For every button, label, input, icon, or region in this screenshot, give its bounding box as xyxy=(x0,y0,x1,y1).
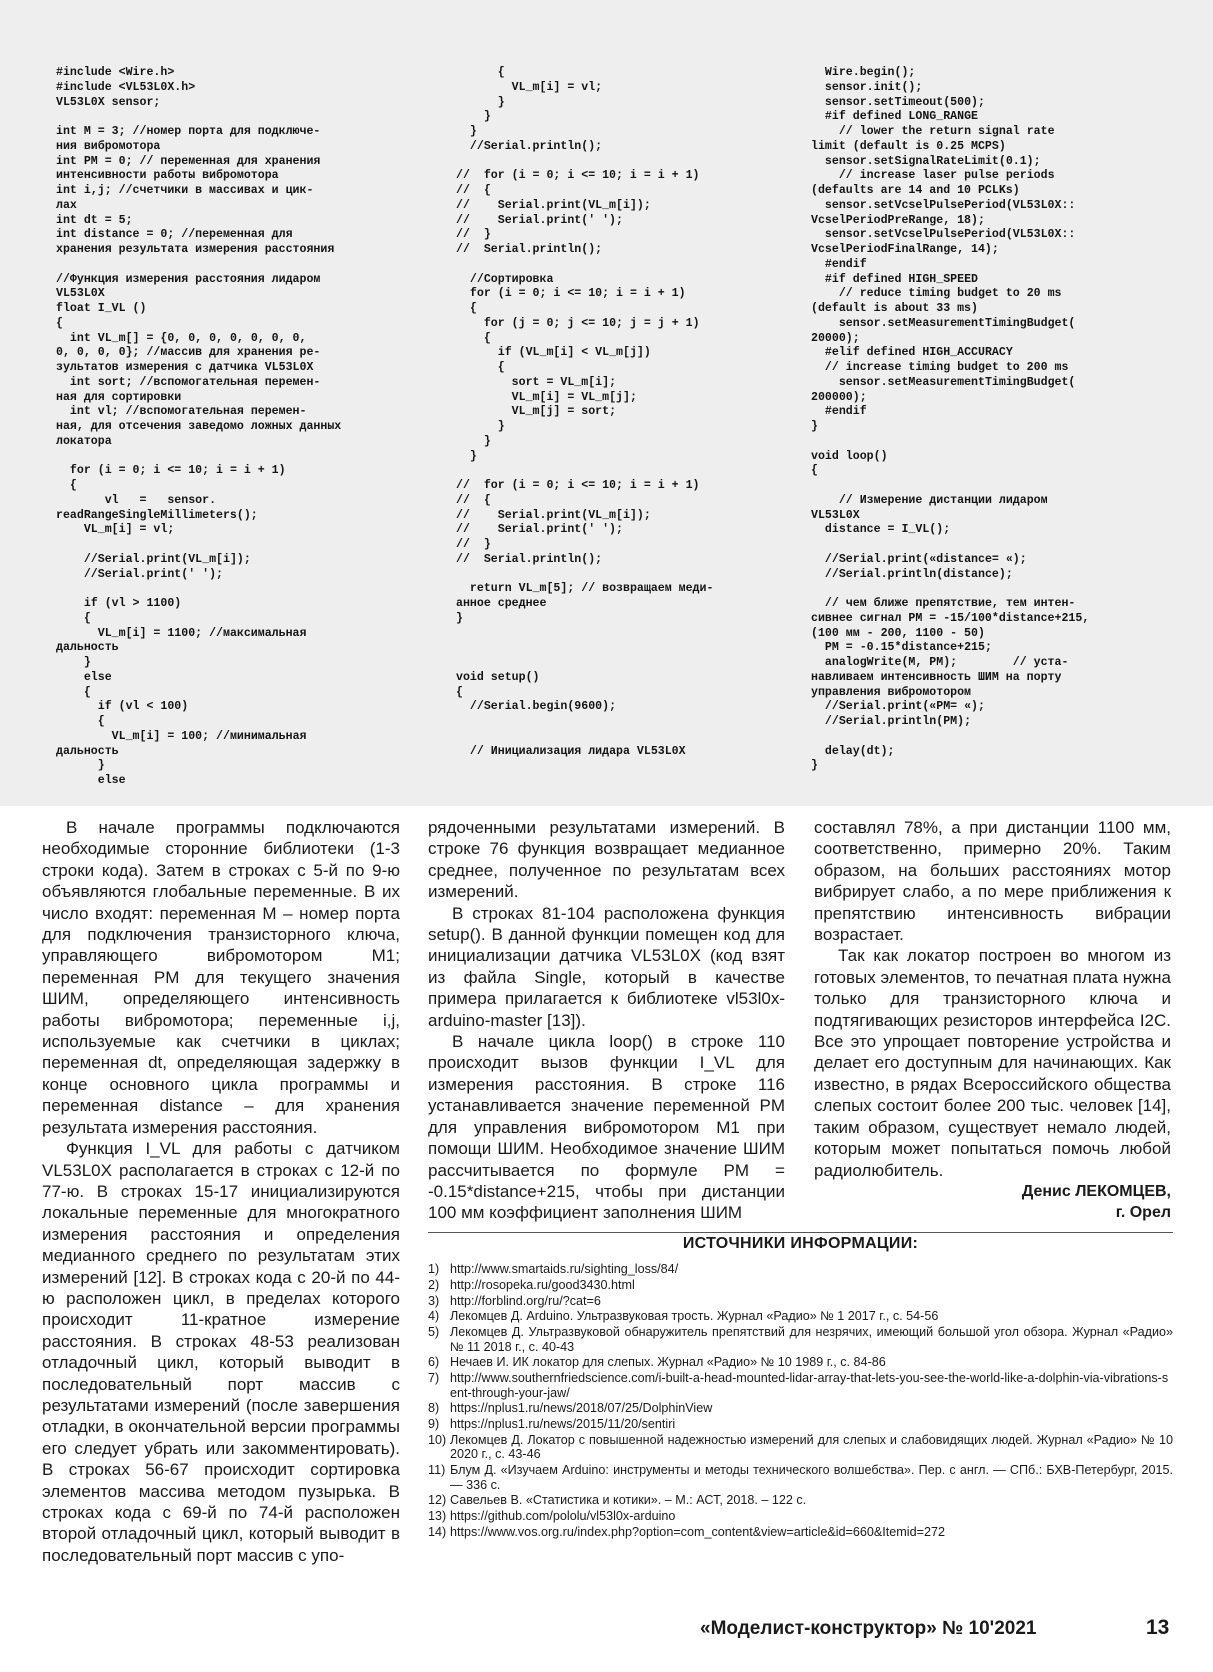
source-item xyxy=(428,1463,1173,1492)
source-number: 14) xyxy=(428,1524,447,1539)
source-text: https://github.com/pololu/vl53l0x-arduino xyxy=(450,1509,676,1524)
source-item xyxy=(428,1401,1173,1415)
source-text: Лекомцев Д. Ультразвуковой обнаружитель препятствий для незрячих, имеющий большой угол обзора. Журнал «Радио» № 11 2018 г., с. 40-43 xyxy=(450,1325,1173,1354)
article-column-3 xyxy=(814,817,1171,1223)
paragraph: В строках 81-104 расположена функция setup(). В данной функции помещен код для инициализации датчика VL53L0X (код взят из файла Single, который в качестве примера прилагается к библиотеке vl53l0x-arduino-master [13]). xyxy=(428,903,785,1030)
source-item xyxy=(428,1525,1173,1539)
source-item xyxy=(428,1325,1173,1354)
sources-divider xyxy=(428,1232,1173,1233)
sources-heading: ИСТОЧНИКИ ИНФОРМАЦИИ: xyxy=(682,1235,919,1252)
code-column-3: Wire.begin(); sensor.init(); sensor.setTimeout(500); #if defined LONG_RANGE // lower the return signal rate limit (default is 0.25 MCPS) sensor.setSignalRateLimit(0.1); // increase laser pulse periods (defaults are 14 and 10 PCLKs) sensor.setVcselPulsePeriod(VL53L0X:: VcselPeriodPreRange, 18); sensor.setVcselPulsePeriod(VL53L0X:: VcselPeriodFinalRange, 14); #endif #if defined HIGH_SPEED // reduce timing budget to 20 ms (default is about 33 ms) sensor.setMeasurementTimingBudget( 20000); #elif defined HIGH_ACCURACY // increase timing budget to 200 ms sensor.setMeasurementTimingBudget( 200000); #endif } void loop() { // Измерение дистанции лидаром VL53L0X distance = I_VL(); //Serial.print(«distance= «); //Serial.println(distance); // чем ближе препятствие, тем интен- сивнее сигнал PM = -15/100*distance+215, (100 мм - 200, 1100 - 50) PM = -0.15*distance+215; analogWrite(M, PM); // уста- навливаем интенсивность ШИМ на порту управления вибромотором //Serial.print(«PM= «); //Serial.println(PM); delay(dt); } xyxy=(811,66,1090,773)
source-item xyxy=(428,1294,1173,1308)
code-column-1: #include <Wire.h> #include <VL53L0X.h> VL53L0X sensor; int M = 3; //номер порта для подключе- ния вибромотора int PM = 0; // переменная для хранения интенсивности работы вибромотора int i,j; //счетчики в массивах и цик- лах int dt = 5; int distance = 0; //переменная для хранения результата измерения расстояния //Функция измерения расстояния лидаром VL53L0X float I_VL () { int VL_m[] = {0, 0, 0, 0, 0, 0, 0, 0, 0, 0, 0}; //массив для хранения ре- зультатов измерения с датчика VL53L0X int sort; //вспомогательная перемен- ная для сортировки int vl; //вспомогательная перемен- ная, для отсечения заведомо ложных данных локатора for (i = 0; i <= 10; i = i + 1) { vl = sensor. readRangeSingleMillimeters(); VL_m[i] = vl; //Serial.print(VL_m[i]); //Serial.print(' '); if (vl > 1100) { VL_m[i] = 1100; //максимальная дальность } else { if (vl < 100) { VL_m[i] = 100; //минимальная дальность } else xyxy=(56,66,342,787)
source-text: http://rosopeka.ru/good3430.html xyxy=(450,1277,635,1292)
source-number: 6) xyxy=(428,1355,440,1370)
paragraph: В начале цикла loop() в строке 110 происходит вызов функции I_VL для измерения расстояния. В строке 116 устанавливается значение переменной PM для управления вибромотором M1 при помощи ШИМ. Необходимое значение ШИМ рассчитывается по формуле PM = -0.15*distance+215, чтобы при дистанции 100 мм коэффициент заполнения ШИМ xyxy=(428,1032,785,1223)
source-text: Лекомцев Д. Локатор с повышенной надежностью измерений для слепых и слабовидящих людей. Журнал «Радио» № 10 2020 г., с. 43-46 xyxy=(450,1432,1173,1462)
source-number: 13) xyxy=(428,1509,447,1524)
source-text: https://www.vos.org.ru/index.php?option=com_content&view=article&id=660&Itemid=272 xyxy=(450,1524,945,1539)
source-text: Нечаев И. ИК локатор для слепых. Журнал «Радио» № 10 1989 г., с. 84-86 xyxy=(450,1355,886,1370)
source-text: http://www.smartaids.ru/sighting_loss/84/ xyxy=(450,1262,679,1276)
code-column-2: { VL_m[i] = vl; } } } //Serial.println(); // for (i = 0; i <= 10; i = i + 1) // { // Serial.print(VL_m[i]); // Serial.print(' '); // } // Serial.println(); //Сортировка for (i = 0; i <= 10; i = i + 1) { for (j = 0; j <= 10; j = j + 1) { if (VL_m[i] < VL_m[j]) { sort = VL_m[i]; VL_m[i] = VL_m[j]; VL_m[j] = sort; } } } // for (i = 0; i <= 10; i = i + 1) // { // Serial.print(VL_m[i]); // Serial.print(' '); // } // Serial.println(); return VL_m[5]; // возвращаем меди- анное среднее } void setup() { //Serial.begin(9600); // Инициализация лидара VL53L0X xyxy=(456,66,714,758)
source-number: 5) xyxy=(428,1325,440,1340)
source-number: 9) xyxy=(428,1417,440,1432)
source-item xyxy=(428,1278,1173,1292)
source-item xyxy=(428,1509,1173,1523)
source-number: 4) xyxy=(428,1309,440,1324)
source-number: 11) xyxy=(428,1463,446,1478)
source-text: http://forblind.org/ru/?cat=6 xyxy=(450,1293,601,1308)
author-name: Денис ЛЕКОМЦЕВ, xyxy=(1021,1182,1171,1200)
source-text: Блум Д. «Изучаем Arduino: инструменты и методы технического волшебства». Пер. с англ. — СПб.: БХВ-Петербург, 2015. — 336 с. xyxy=(450,1463,1173,1492)
source-number: 2) xyxy=(428,1277,440,1292)
source-item xyxy=(428,1262,1173,1276)
source-text: Савельев В. «Статистика и котики». – М.: АСТ, 2018. – 122 с. xyxy=(450,1493,807,1508)
magazine-issue: «Моделист-конструктор» № 10'2021 xyxy=(700,1618,1037,1639)
author-city: г. Орел xyxy=(1115,1203,1171,1221)
source-number: 10) xyxy=(428,1432,447,1447)
paragraph: Так как локатор построен во многом из готовых элементов, то печатная плата нужна только для транзисторного ключа и подтягивающих резисторов интерфейса I2C. Все это упрощает повторение устройства и делает его доступным для начинающих. Как известно, в рядах Всероссийского общества слепых состоит более 200 тыс. человек [14], таким образом, существует немало людей, которым может попытаться помочь любой радиолюбитель. xyxy=(814,946,1171,1180)
source-item xyxy=(428,1371,1173,1400)
source-number: 12) xyxy=(428,1493,447,1508)
sources-list xyxy=(428,1262,1173,1541)
source-text: https://nplus1.ru/news/2015/11/20/sentiri xyxy=(450,1417,676,1432)
source-item xyxy=(428,1433,1173,1462)
source-number: 1) xyxy=(428,1262,440,1276)
page-number: 13 xyxy=(1146,1616,1170,1639)
source-number: 7) xyxy=(428,1371,440,1386)
source-text: https://nplus1.ru/news/2018/07/25/DolphinView xyxy=(450,1401,713,1416)
source-item xyxy=(428,1355,1173,1369)
paragraph: составлял 78%, а при дистанции 1100 мм, соответственно, примерно 20%. Таким образом, на больших расстояниях мотор вибрирует слабо, а по мере приближения к препятствию интенсивность вибрации возрастает. xyxy=(814,818,1171,945)
source-item xyxy=(428,1417,1173,1431)
source-number: 3) xyxy=(428,1293,440,1308)
code-listing-panel xyxy=(0,0,1213,806)
source-item xyxy=(428,1309,1173,1323)
article-column-2 xyxy=(428,817,785,1224)
source-text: Лекомцев Д. Arduino. Ультразвуковая трость. Журнал «Радио» № 1 2017 г., с. 54-56 xyxy=(450,1309,939,1324)
paragraph: рядоченными результатами измерений. В строке 76 функция возвращает медианное среднее, полученное по результатам всех измерений. xyxy=(428,818,785,902)
paragraph: Функция I_VL для работы с датчиком VL53L0X располагается в строках с 12-й по 77-ю. В строках 15-17 инициализируются локальные переменные для многократного измерения расстояния и определения медианного среднего по результатам этих измерений [12]. В строках кода с 20-й по 44-ю расположен цикл, в пределах которого происходит 11-кратное измерение расстояния. В строках 48-53 реализован отладочный цикл, который выводит в последовательный порт массив с результатами измерений (после завершения отладки, в окончательной версии программы его следует убрать или закомментировать). В строках 56-67 происходит сортировка элементов массива методом пузырька. В строках кода с 69-й по 74-й расположен второй отладочный цикл, который выводит в последовательный порт массив с упо- xyxy=(42,1139,400,1565)
source-number: 8) xyxy=(428,1401,440,1416)
source-text: http://www.southernfriedscience.com/i-built-a-head-mounted-lidar-array-that-lets-you-see-the-world-like-a-dolphin-via-vibrations-sent-through-your-jaw/ xyxy=(450,1371,1169,1400)
source-item xyxy=(428,1493,1173,1507)
article-column-1 xyxy=(42,817,400,1566)
paragraph: В начале программы подключаются необходимые сторонние библиотеки (1-3 строки кода). Затем в строках с 5-й по 9-ю объявляются глобальные переменные. В их число входят: переменная M – номер порта для подключения транзисторного ключа, управляющего вибромотором M1; переменная PM для текущего значения ШИМ, определяющего интенсивность работы вибромотора; переменные i,j, используемые как счетчики в циклах; переменная dt, определяющая задержку в конце основного цикла программы и переменная distance – для хранения результата измерения расстояния. xyxy=(42,818,400,1137)
